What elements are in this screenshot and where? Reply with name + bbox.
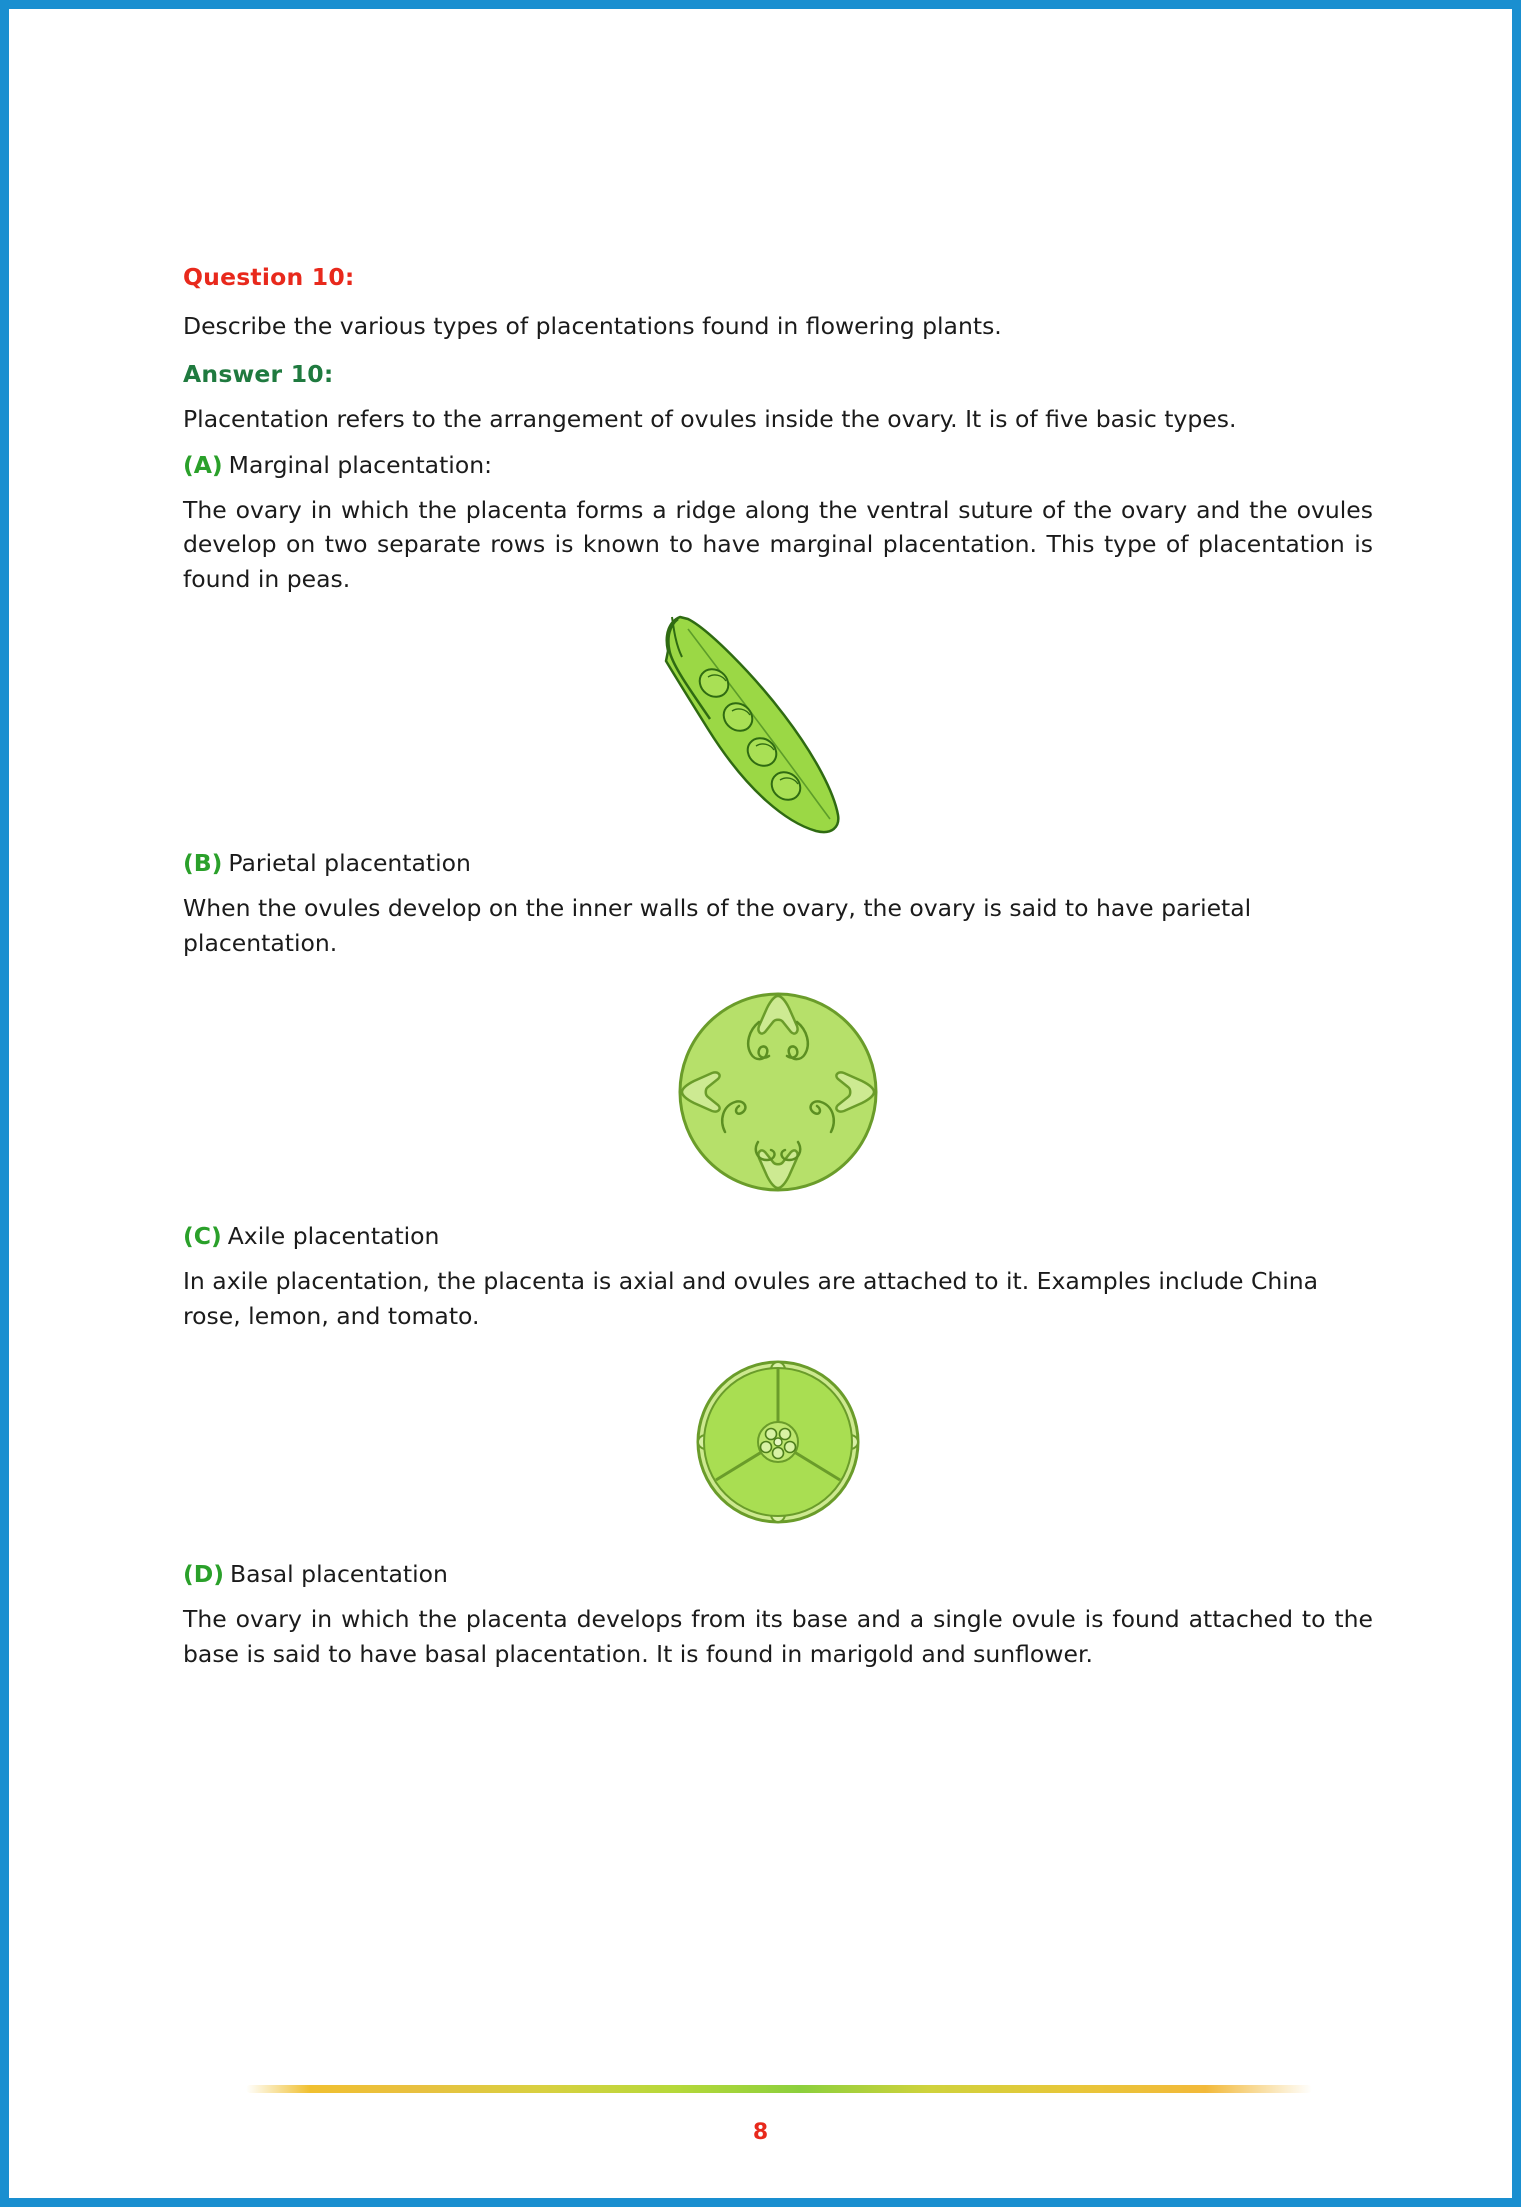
answer-intro-text: Placentation refers to the arrangement of ovules inside the ovary. It is of five basic types.: [183, 404, 1237, 433]
section-b-title: Parietal placentation: [228, 848, 471, 877]
section-a-title: Marginal placentation:: [228, 450, 493, 479]
section-d-heading: [183, 1560, 1373, 1588]
section-d-label: (D): [183, 1559, 224, 1588]
answer-heading: Answer 10:: [183, 359, 334, 388]
section-b-text: When the ovules develop on the inner walls of the ovary, the ovary is said to have parietal placentation.: [183, 893, 1252, 957]
section-c-text: In axile placentation, the placenta is axial and ovules are attached to it. Examples include China rose, lemon, and tomato.: [183, 1267, 1319, 1331]
page-sheet: [18, 18, 1503, 2189]
ovary-cross-section-axile-placentation-icon: [683, 1352, 873, 1532]
section-a-text: The ovary in which the placenta forms a ridge along the ventral suture of the ovary and the ovules develop on two separate rows is known to have marginal placentation. This type of placentation is found in peas.: [183, 495, 1373, 594]
section-c-title: Axile placentation: [227, 1222, 440, 1251]
page-content: [183, 263, 1373, 1685]
section-d-title: Basal placentation: [230, 1559, 448, 1588]
footer-divider: [246, 2085, 1312, 2093]
section-d-text: The ovary in which the placenta develops from its base and a single ovule is found attached to the base is said to have basal placentation. It is found in marigold and sunflower.: [183, 1604, 1373, 1668]
axile-placentation-figure: [183, 1352, 1373, 1536]
section-b-label: (B): [183, 848, 223, 877]
section-a-heading: [183, 451, 1373, 479]
parietal-placentation-figure: [183, 982, 1373, 1206]
question-text: Describe the various types of placentations found in flowering plants.: [183, 312, 1002, 340]
section-a-label: (A): [183, 450, 223, 479]
question-heading: Question 10:: [183, 263, 355, 291]
ovary-cross-section-parietal-placentation-icon: [663, 982, 893, 1202]
section-c-label: (C): [183, 1222, 222, 1251]
pea-pod-marginal-placentation-icon: [648, 611, 908, 841]
section-c-heading: [183, 1222, 1373, 1250]
page-number: 8: [752, 2120, 769, 2145]
pea-pod-figure: [183, 611, 1373, 845]
section-b-heading: [183, 849, 1373, 877]
